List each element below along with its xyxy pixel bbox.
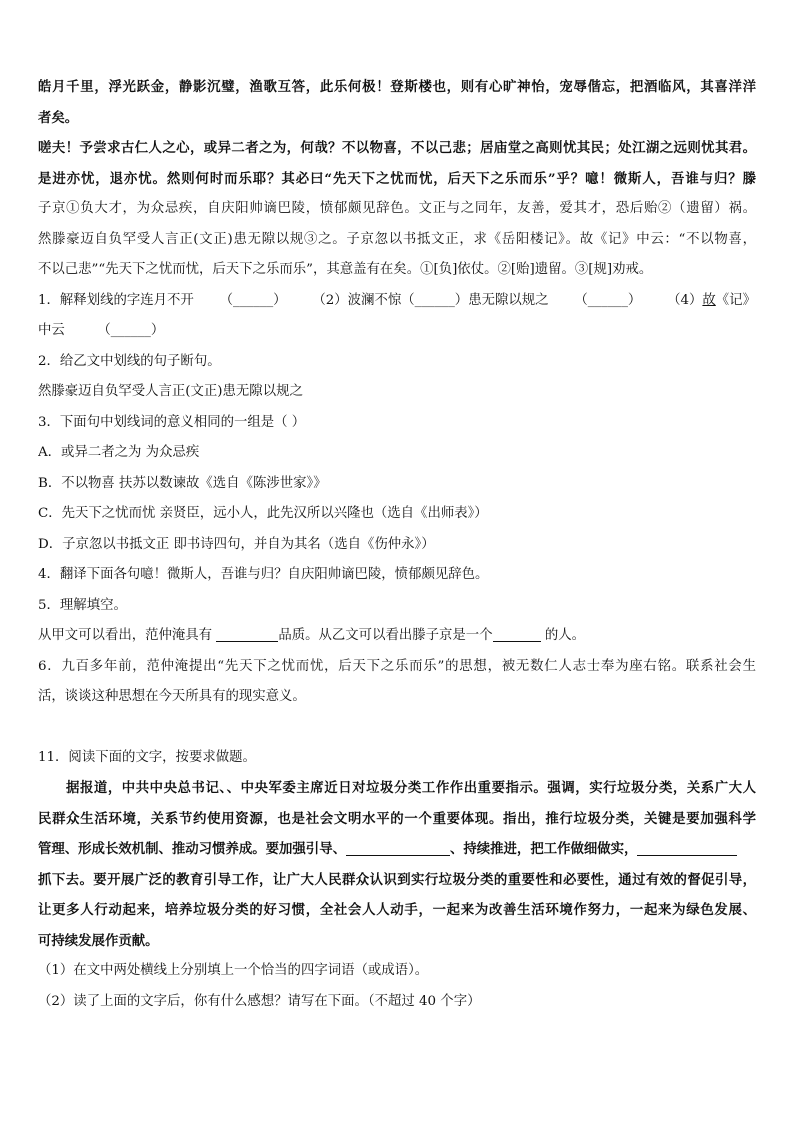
- question-1: [38, 286, 756, 317]
- question-3-option-a: A．或异二者之为 为众忌疾: [38, 445, 200, 460]
- q1-blank-3[interactable]: （______）: [574, 292, 642, 308]
- q11-passage-line-4: 抓下去。要开展广泛的教育引导工作，让广大人民群众认识到实行垃圾分类的重要性和必要性，通过有效的督促引导，: [38, 871, 756, 888]
- question-3-stem: 3．下面句中划线词的意义相同的一组是（ ）: [38, 414, 306, 430]
- q11-passage-line-6: 可持续发展作贡献。: [38, 932, 159, 949]
- q5-blank-1[interactable]: [216, 625, 278, 642]
- question-11-sub-2: （2）读了上面的文字后，你有什么感想？请写在下面。（不超过 40 个字）: [38, 993, 481, 1009]
- passage-a-line-2: 者矣。: [38, 109, 79, 126]
- q1-item-4: [667, 286, 756, 317]
- passage-b-line-6: 然滕豪迈自负罕受人言正(文正)患无隙以规③之。子京忽以书抵文正，求《岳阳楼记》。故《记》中云：“不以物喜，: [38, 231, 756, 247]
- q1-blank-4[interactable]: （______）: [97, 323, 165, 338]
- q11-passage-line-2: 民群众生活环境，关系节约使用资源，也是社会文明水平的一个重要体现。指出，推行垃圾分类，关键是要加强科学: [38, 810, 756, 827]
- passage-a-line-4: 是进亦忧，退亦忧。然则何时而乐耶？其必曰“先天下之忧而忧，后天下之乐而乐”乎？噫！微斯人，吾谁与归？滕: [38, 170, 756, 187]
- question-6-line-2: 活，谈谈这种思想在今天所具有的现实意义。: [38, 689, 306, 704]
- question-3-option-c: C．先天下之忧而忧 亲贤臣，远小人，此先汉所以兴隆也（选自《出师表》）: [38, 506, 488, 521]
- passage-b-line-5: 子京①负大才，为众忌疾，自庆阳帅谪巴陵，愤郁颇见辞色。文正与之同年，友善，爱其才，恐后贻②（遗留）祸。: [38, 201, 756, 216]
- q1-blank-1[interactable]: （______）: [219, 292, 287, 308]
- question-1-line-2: [38, 316, 756, 347]
- q11-blank-1[interactable]: [346, 839, 450, 856]
- question-2-sentence: 然滕豪迈自负罕受人言正(文正)患无隙以规之: [38, 384, 303, 399]
- q11-line-3a: 管理、形成长效机制、推动习惯养成。要加强引导、: [38, 841, 346, 857]
- q5-part-1: 从甲文可以看出，范仲淹具有: [38, 628, 213, 643]
- q1-line2-text: 中云: [38, 323, 65, 338]
- q11-passage-line-5: 让更多人行动起来，培养垃圾分类的好习惯，全社会人人动手，一起来为改善生活环境作努力，一起来为绿色发展、: [38, 902, 756, 918]
- question-3-option-d: D．子京忽以书抵文正 即书诗四句，并自为其名（选自《伤仲永》）: [38, 536, 435, 552]
- question-2-stem: 2．给乙文中划线的句子断句。: [38, 353, 221, 369]
- q11-blank-2[interactable]: [637, 839, 737, 856]
- q1-item-4-pre: （4）: [667, 292, 703, 308]
- question-11-stem: 11．阅读下面的文字，按要求做题。: [38, 749, 256, 765]
- passage-a-line-3: 嗟夫！予尝求古仁人之心，或异二者之为，何哉？不以物喜，不以己悲；居庙堂之高则忧其民；处江湖之远则忧其君。: [38, 140, 756, 156]
- passage-a-line-1: 皓月千里，浮光跃金，静影沉璧，渔歌互答，此乐何极！登斯楼也，则有心旷神怡，宠辱偕忘，把酒临风，其喜洋洋: [38, 79, 756, 95]
- question-5-fill: [38, 621, 756, 652]
- passage-b-line-7: 不以己悲”“先天下之忧而忧，后天下之乐而乐”，其意盖有在矣。①[负]依仗。②[贻]遗留。③[规]劝戒。: [38, 262, 653, 277]
- q5-blank-2[interactable]: [493, 625, 541, 642]
- question-6-line-1: 6．九百多年前，范仲淹提出“先天下之忧而忧，后天下之乐而乐”的思想，被无数仁人志士奉为座右铭。联系社会生: [38, 658, 756, 674]
- q11-passage-line-3: [38, 834, 756, 865]
- q11-passage-line-1: 据报道，中共中央总书记、、中央军委主席近日对垃圾分类工作作出重要指示。强调，实行垃圾分类，关系广大人: [66, 780, 756, 796]
- question-4-stem: 4．翻译下面各句噫！微斯人，吾谁与归？自庆阳帅谪巴陵，愤郁颇见辞色。: [38, 567, 489, 582]
- q1-label: 1．解释划线的字连月不开: [38, 292, 194, 308]
- q1-item-4-word: 故: [702, 292, 716, 308]
- spacer: [38, 713, 756, 743]
- q1-item-2: （2）波澜不惊（______）患无隙以规之: [312, 292, 549, 308]
- question-11-sub-1: （1）在文中两处横线上分别填上一个恰当的四字词语（或成语）。: [38, 963, 429, 978]
- question-5-stem: 5．理解填空。: [38, 597, 127, 613]
- question-3-option-b: B．不以物喜 扶苏以数谏故《选自《陈涉世家》》: [38, 475, 327, 491]
- q5-part-2: 品质。从乙文可以看出滕子京是一个: [278, 628, 493, 643]
- q5-part-3: 的人。: [544, 628, 586, 643]
- exam-page: [38, 72, 756, 1017]
- q11-line-3b: 、持续推进，把工作做细做实，: [449, 841, 638, 857]
- q1-item-4-post: 《记》: [715, 292, 756, 308]
